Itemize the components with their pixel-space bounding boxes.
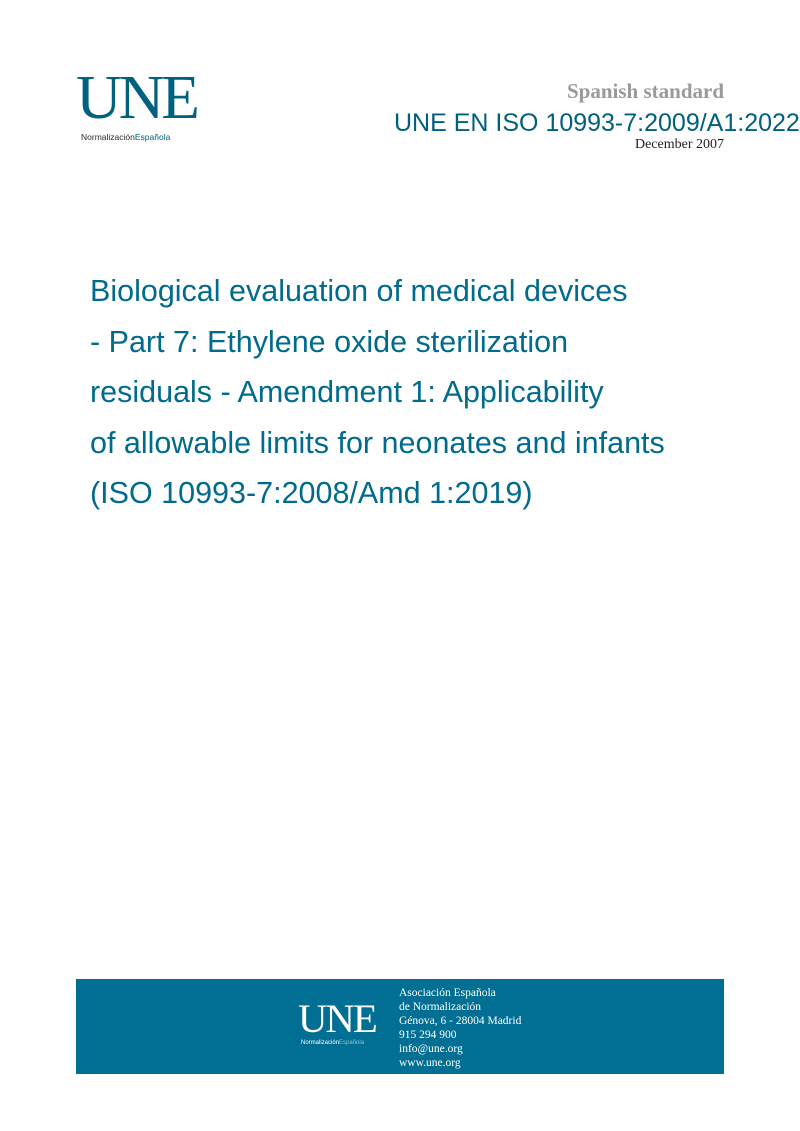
une-logo-tagline [81, 132, 196, 142]
organization-name-line-1: Asociación Española [399, 987, 496, 999]
logo-tagline-prefix: Normalización [81, 132, 135, 142]
organization-name-line-2: de Normalización [399, 1001, 482, 1013]
title-line: Biological evaluation of medical devices [90, 274, 628, 308]
logo-tagline-accent: Española [134, 132, 171, 142]
title-line: - Part 7: Ethylene oxide sterilization [90, 324, 569, 359]
une-logo [76, 64, 197, 142]
title-line: (ISO 10993-7:2008/Amd 1:2019) [90, 476, 533, 510]
document-title [90, 266, 750, 519]
email-address: info@une.org [399, 1043, 463, 1055]
website: www.une.org [399, 1057, 461, 1069]
footer-contact-info [399, 986, 521, 1070]
document-kind: Spanish standard [567, 79, 724, 103]
postal-address: Génova, 6 - 28004 Madrid [399, 1015, 522, 1027]
footer-logo-tagline-prefix: Normalización [301, 1040, 340, 1046]
title-line: residuals - Amendment 1: Applicability [90, 375, 604, 409]
phone-number: 915 294 900 [399, 1029, 457, 1041]
une-logo-mark: UNE [76, 64, 197, 132]
footer-banner [76, 979, 724, 1074]
document-date: December 2007 [634, 137, 724, 152]
title-line: of allowable limits for neonates and infants [90, 425, 665, 460]
footer-une-logo [298, 996, 388, 1051]
footer-logo-mark: UNE [298, 996, 376, 1041]
document-code: UNE EN ISO 10993-7:2009/A1:2022 [394, 109, 800, 137]
footer-logo-tagline-accent: Española [339, 1040, 365, 1046]
